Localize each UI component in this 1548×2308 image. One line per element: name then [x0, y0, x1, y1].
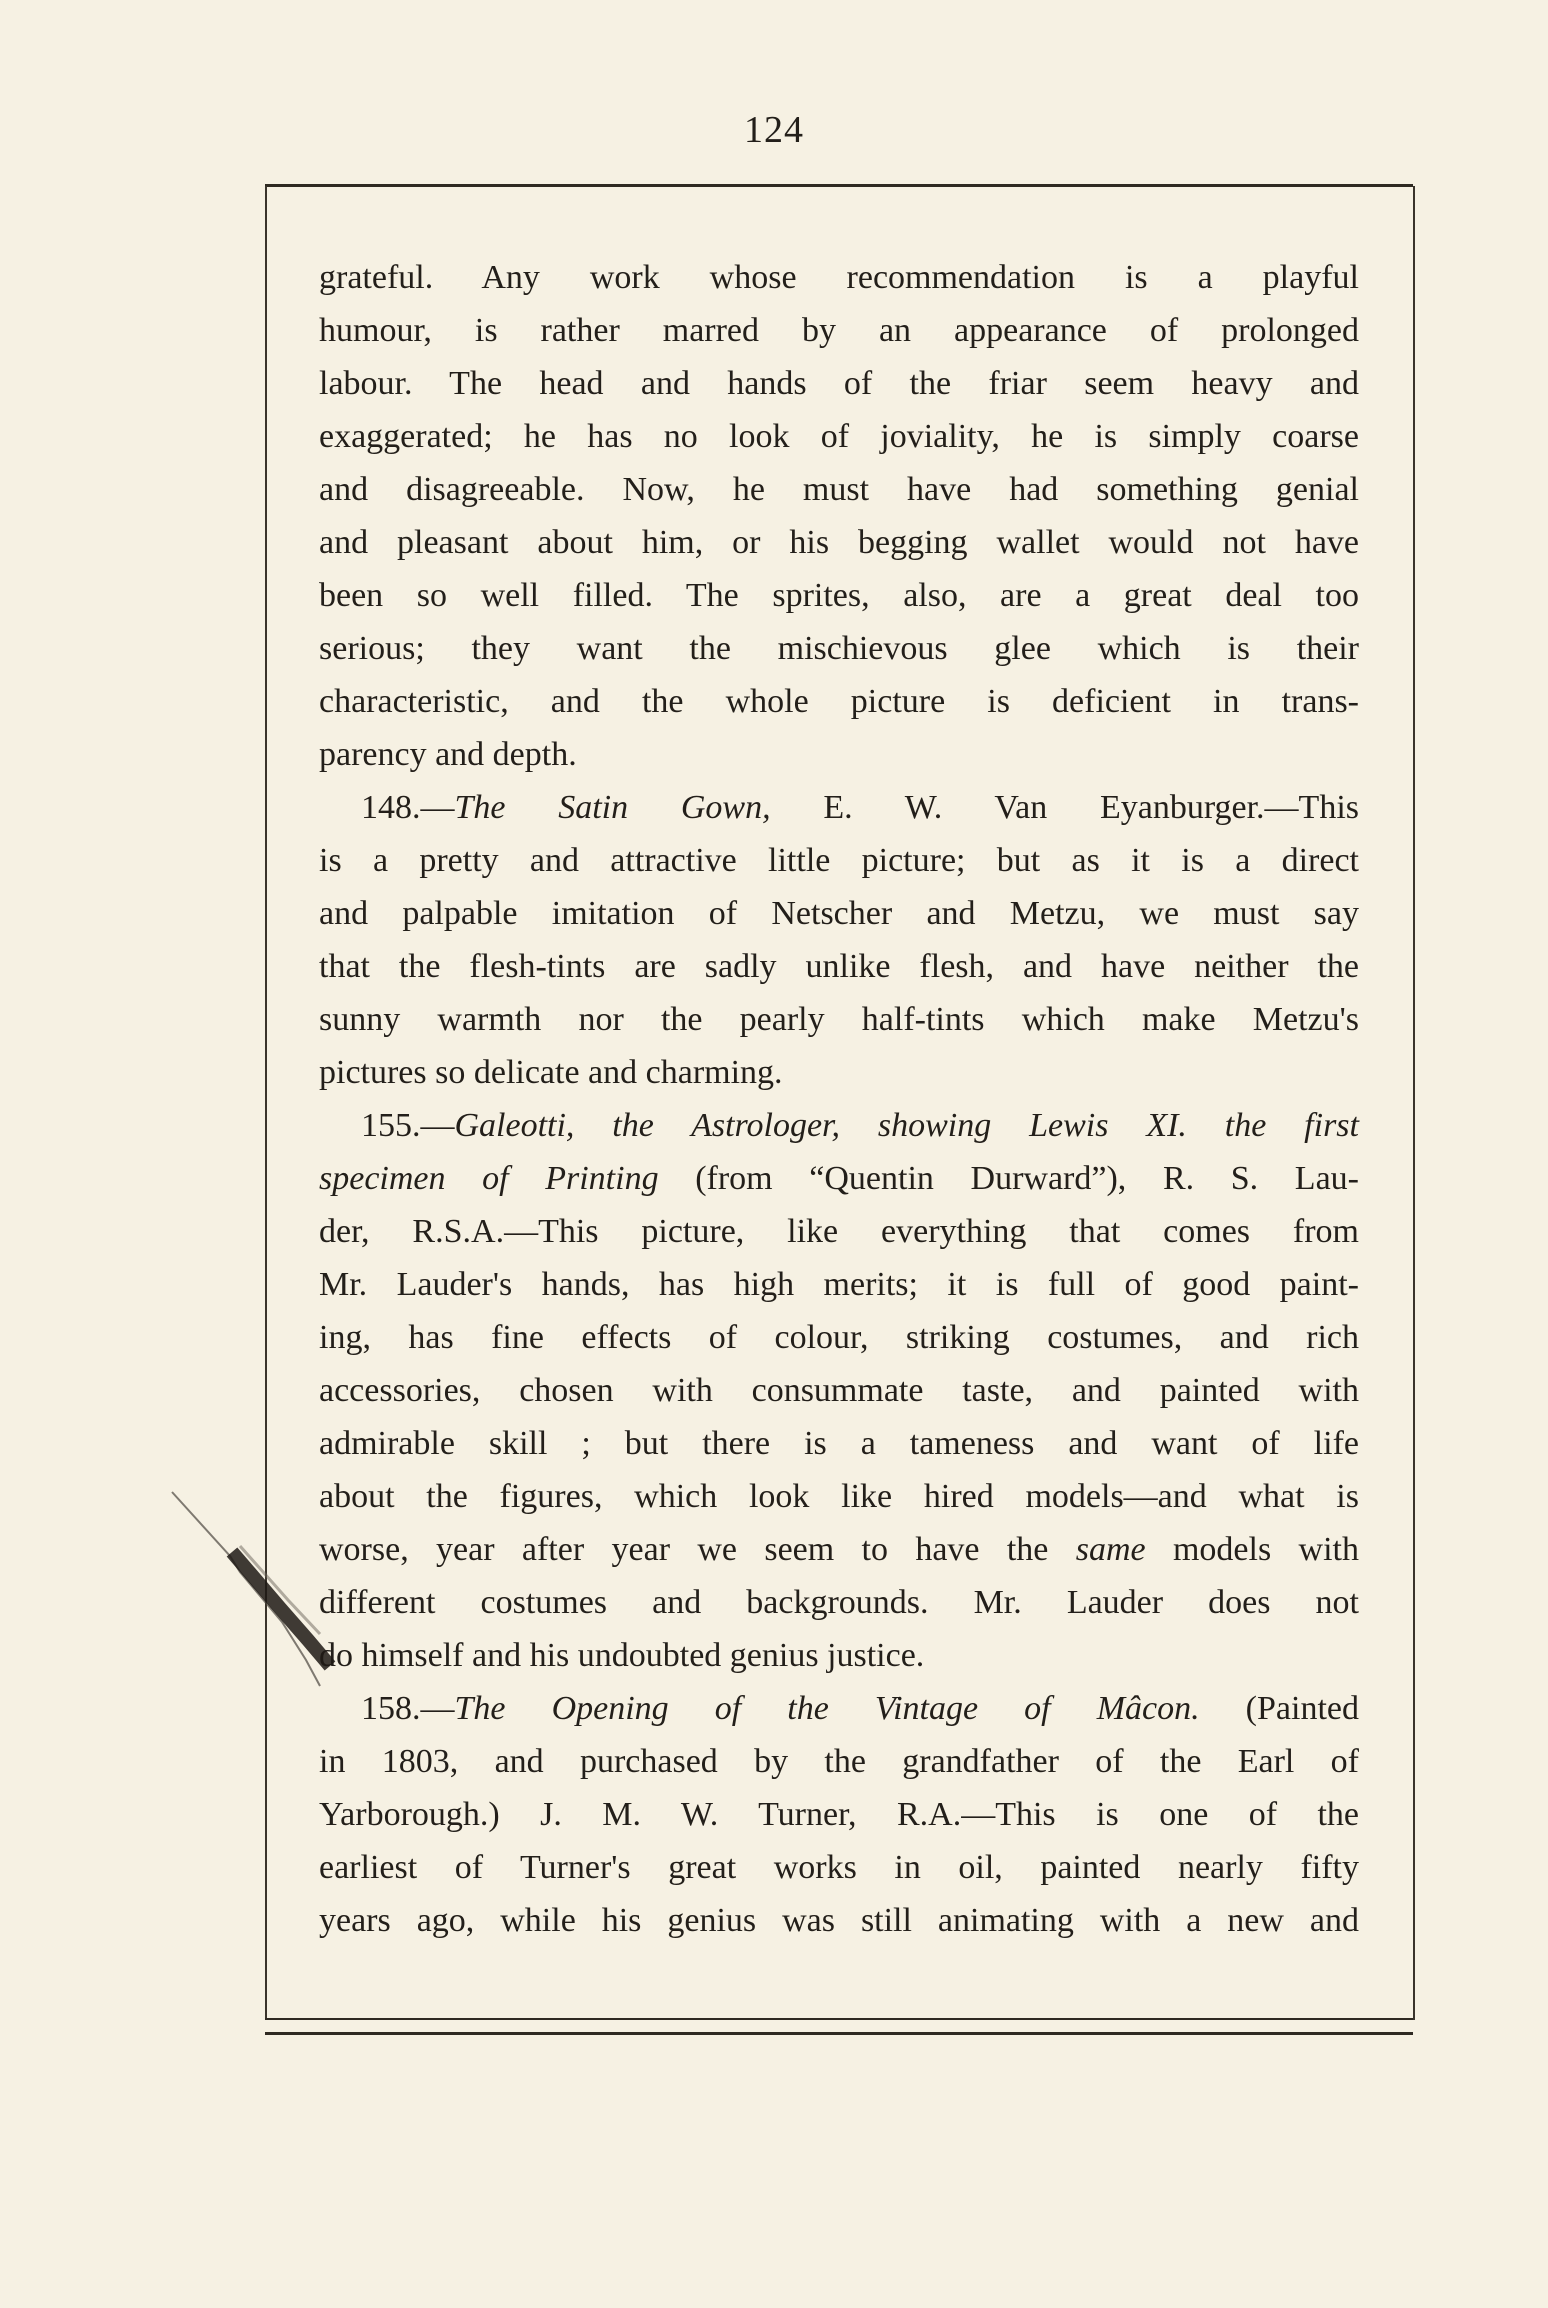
text-line — [319, 781, 1359, 834]
text-segment: (Painted — [1199, 1690, 1359, 1727]
text-line: parency and depth. — [319, 736, 577, 773]
italic-title: same — [1075, 1531, 1146, 1568]
text-segment: 155.— — [361, 1107, 455, 1144]
text-line: accessories, chosen with consummate taste, and painted with — [319, 1372, 1359, 1409]
text-line: grateful. Any work whose recommendation is a playful — [319, 259, 1359, 296]
text-line: and disagreeable. Now, he must have had something genial — [319, 471, 1359, 508]
text-line: der, R.S.A.—This picture, like everything that comes from — [319, 1213, 1359, 1250]
text-line — [319, 1682, 1359, 1735]
text-segment: models with — [1145, 1531, 1359, 1568]
text-line: humour, is rather marred by an appearance of prolonged — [319, 312, 1359, 349]
text-line — [319, 1152, 1359, 1205]
page-number: 124 — [744, 109, 804, 151]
text-line: that the flesh-tints are sadly unlike flesh, and have neither the — [319, 948, 1359, 985]
text-line: Yarborough.) J. M. W. Turner, R.A.—This is one of the — [319, 1796, 1359, 1833]
text-line: Mr. Lauder's hands, has high merits; it is full of good paint- — [319, 1266, 1359, 1303]
text-segment: E. W. Van Eyanburger.—This — [770, 789, 1360, 826]
text-line: ing, has fine effects of colour, striking costumes, and rich — [319, 1319, 1359, 1356]
text-segment: 148.— — [361, 789, 455, 826]
bottom-rule-thick — [265, 2032, 1413, 2035]
paper-fold-mark — [170, 1490, 360, 1690]
text-line: in 1803, and purchased by the grandfather of the Earl of — [319, 1743, 1359, 1780]
text-line: different costumes and backgrounds. Mr. Lauder does not — [319, 1584, 1359, 1621]
text-line — [319, 1523, 1359, 1576]
text-line: been so well filled. The sprites, also, are a great deal too — [319, 577, 1359, 614]
text-line: labour. The head and hands of the friar seem heavy and — [319, 365, 1359, 402]
italic-title: The Satin Gown, — [454, 789, 771, 826]
text-line: and pleasant about him, or his begging wallet would not have — [319, 524, 1359, 561]
text-line: exaggerated; he has no look of joviality, he is simply coarse — [319, 418, 1359, 455]
italic-title: specimen of Printing — [319, 1160, 659, 1197]
text-line: pictures so delicate and charming. — [319, 1054, 783, 1091]
text-line — [319, 1099, 1359, 1152]
text-line: sunny warmth nor the pearly half-tints which make Metzu's — [319, 1001, 1359, 1038]
italic-title: The Opening of the Vintage of Mâcon. — [454, 1690, 1200, 1727]
text-line: and palpable imitation of Netscher and Metzu, we must say — [319, 895, 1359, 932]
text-segment: (from “Quentin Durward”), R. S. Lau- — [658, 1160, 1359, 1197]
bottom-rule — [265, 2018, 1413, 2020]
text-line: about the figures, which look like hired models—and what is — [319, 1478, 1359, 1515]
text-line: do himself and his undoubted genius justice. — [319, 1637, 925, 1674]
text-line: characteristic, and the whole picture is deficient in trans- — [319, 683, 1359, 720]
text-line: years ago, while his genius was still animating with a new and — [319, 1902, 1359, 1939]
text-line: earliest of Turner's great works in oil, painted nearly fifty — [319, 1849, 1359, 1886]
text-segment: 158.— — [361, 1690, 455, 1727]
text-segment: worse, year after year we seem to have the — [319, 1531, 1076, 1568]
text-line: admirable skill ; but there is a tameness and want of life — [319, 1425, 1359, 1462]
text-line: is a pretty and attractive little picture; but as it is a direct — [319, 842, 1359, 879]
italic-title: Galeotti, the Astrologer, showing Lewis XI. the first — [454, 1107, 1359, 1144]
text-line: serious; they want the mischievous glee which is their — [319, 630, 1359, 667]
body-text — [319, 251, 1359, 1947]
